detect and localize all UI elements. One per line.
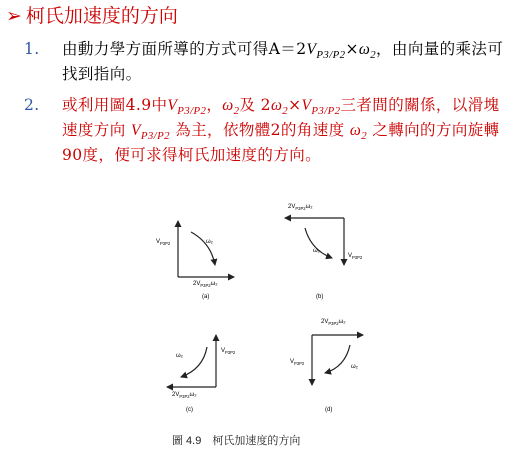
coriolis-label: $2V_{P3P2}\omega_2$ bbox=[321, 319, 346, 327]
coriolis-label: $2V_{P3P2}\omega_2$ bbox=[172, 392, 197, 400]
coriolis-label: $2V_{P3P2}\omega_2$ bbox=[193, 281, 218, 289]
figure-4-9 bbox=[145, 195, 385, 430]
omega-symbol: $\omega_2$ bbox=[222, 97, 240, 118]
times-symbol: × bbox=[345, 40, 359, 58]
list-item-2 bbox=[24, 93, 514, 168]
panel-label-b: (b) bbox=[316, 294, 324, 300]
velocity-label: $V_{P3P2}$ bbox=[221, 348, 236, 356]
omega-label: ω₂ bbox=[176, 353, 184, 359]
item-text: 及 2 bbox=[239, 96, 271, 114]
panel-b-diagram bbox=[285, 218, 344, 265]
slide-heading bbox=[6, 3, 178, 29]
item-text: 為主，依物體2的角速度 bbox=[169, 121, 350, 139]
bullet-arrow-icon: ➢ bbox=[6, 5, 22, 27]
panel-label-a: (a) bbox=[202, 294, 210, 300]
velocity-label: $V_{P3P2}$ bbox=[348, 253, 363, 261]
figure-caption: 圖 4.9 柯氏加速度的方向 bbox=[172, 435, 301, 447]
item-text: 由動力學方面所導的方式可得A＝2 bbox=[62, 40, 307, 58]
coriolis-label: $2V_{P3P2}\omega_2$ bbox=[288, 204, 313, 212]
panel-d-diagram bbox=[312, 335, 363, 385]
omega-label: ω₂ bbox=[351, 364, 359, 370]
omega-label: ω₂ bbox=[206, 239, 214, 245]
velocity-label: $V_{P3P2}$ bbox=[290, 359, 305, 367]
item-text: ， bbox=[206, 96, 223, 114]
times-symbol: × bbox=[288, 96, 302, 114]
velocity-label: $V_{P3P2}$ bbox=[156, 239, 171, 247]
item-text: ，由向量的乘法可找到指向。 bbox=[62, 40, 504, 83]
list-item-1 bbox=[24, 37, 514, 87]
item-text: 三者間的關係，以滑塊速度方向 bbox=[62, 96, 500, 139]
velocity-symbol: $V_{P3/P2}$ bbox=[130, 122, 170, 143]
panel-label-c: (c) bbox=[186, 407, 193, 413]
omega-symbol: $\omega_2$ bbox=[358, 41, 377, 62]
velocity-symbol: $V_{P3/P2}$ bbox=[167, 97, 207, 118]
omega-symbol: $\omega_2$ bbox=[270, 97, 289, 118]
item-text: 或利用圖4.9中 bbox=[62, 96, 168, 114]
item-number: 1. bbox=[24, 40, 40, 58]
velocity-symbol: $V_{P3/P2}$ bbox=[301, 97, 341, 118]
panel-c-diagram bbox=[167, 335, 216, 387]
item-text: 之轉向的方向旋轉90度，便可求得柯氏加速度的方向。 bbox=[62, 121, 500, 164]
panel-a-diagram bbox=[178, 221, 234, 277]
heading-text: 柯氏加速度的方向 bbox=[25, 5, 178, 27]
panel-label-d: (d) bbox=[325, 407, 333, 413]
omega-symbol: $\omega_2$ bbox=[349, 122, 368, 143]
omega-label: ω₂ bbox=[313, 248, 321, 254]
velocity-symbol: $V_{P3/P2}$ bbox=[306, 41, 346, 62]
item-number: 2. bbox=[24, 96, 40, 114]
